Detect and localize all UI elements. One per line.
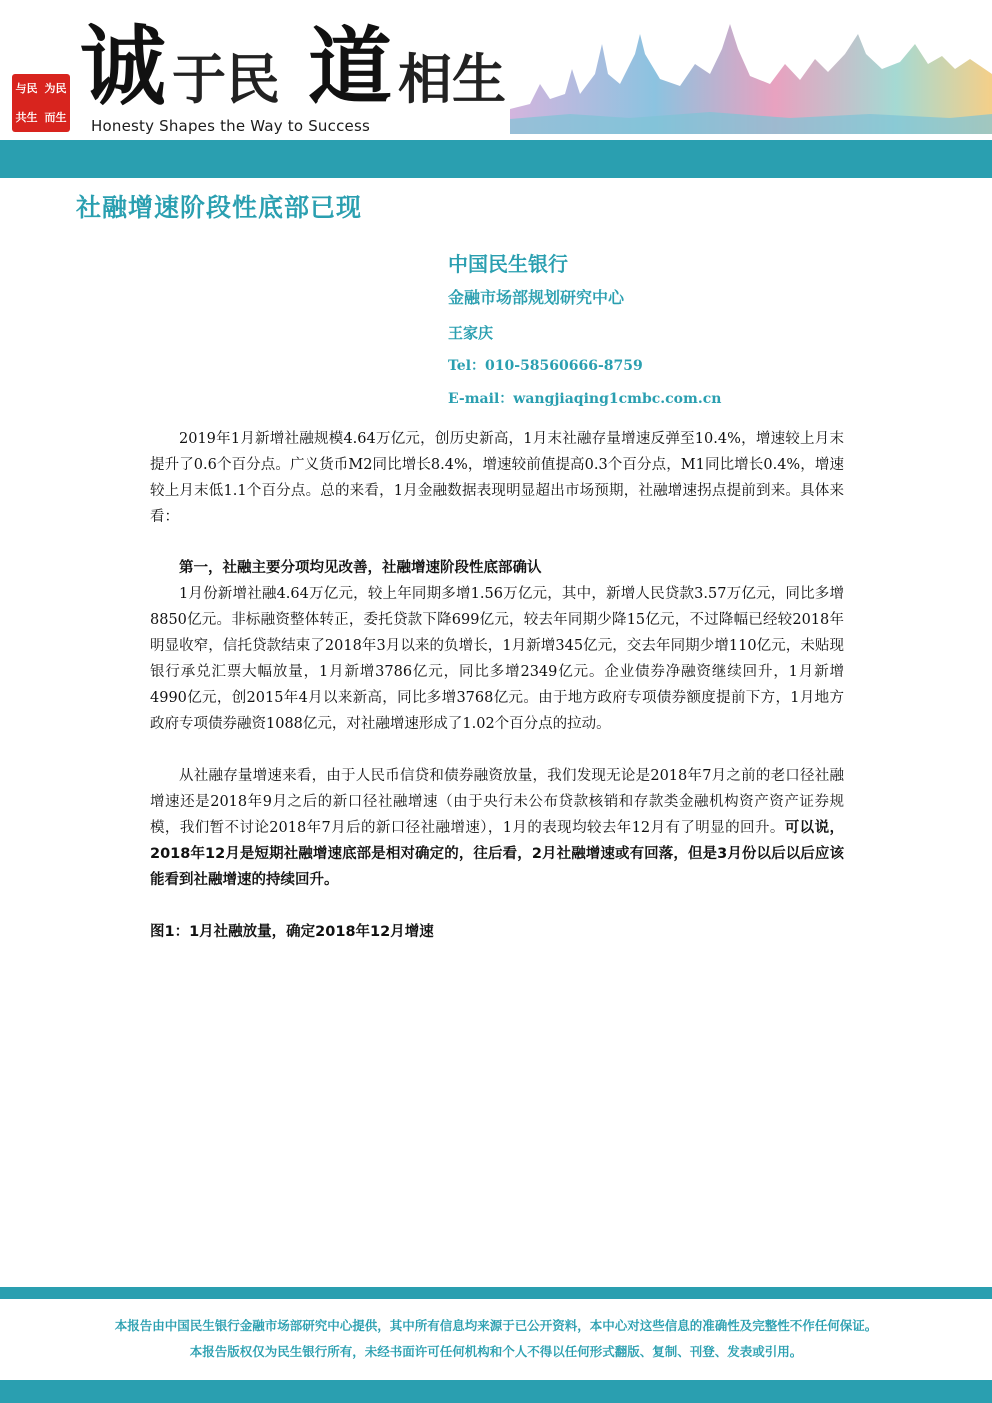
svg-text:诚: 诚 xyxy=(80,16,166,116)
author-name: 王家庆 xyxy=(448,324,494,342)
paragraph-analysis xyxy=(150,763,844,893)
paragraph-details: 1月份新增社融4.64万亿元，较上年同期多增1.56万亿元，其中，新增人民贷款3.57万亿元，同比多增8850亿元。非标融资整体转正，委托贷款下降699亿元，较去年同期少降15亿元，不过降幅已经较2018年明显收窄，信托贷款结束了2018年3月以来的负增长，1月新增345亿元，交去年同期少增110亿元，未贴现银行承兑汇票大幅放量，1月新增3786亿元，同比多增2349亿元。企业债券净融资继续回升，1月新增4990亿元，创2015年4月以来新高，同比多增3768亿元。由于地方政府专项债券额度提前下方，1月地方政府专项债券融资1088亿元，对社融增速形成了1.02个百分点的拉动。 xyxy=(150,586,844,732)
section-heading: 第一，社融主要分项均见改善，社融增速阶段性底部确认 xyxy=(179,560,542,576)
page-header xyxy=(0,0,992,180)
paragraph-analysis-conclusion: 可以说，2018年12月是短期社融增速底部是相对确定的，往后看，2月社融增速或有回落，但是3月份以后以后应该能看到社融增速的持续回升。 xyxy=(150,820,844,888)
disclaimer-line-2: 本报告版权仅为民生银行所有，未经书面许可任何机构和个人不得以任何形式翻版、复制、刊登、发表或引用。 xyxy=(189,1344,803,1359)
disclaimer-line-1: 本报告由中国民生银行金融市场部研究中心提供，其中所有信息均来源于已公开资料，本中心对这些信息的准确性及完整性不作任何保证。 xyxy=(114,1318,878,1333)
seal-char-1: 与民 xyxy=(15,81,38,95)
seal-logo xyxy=(12,74,70,132)
figure-caption: 图1：1月社融放量，确定2018年12月增速 xyxy=(150,924,434,940)
calligraphy-slogan xyxy=(80,6,520,116)
svg-text:相生: 相生 xyxy=(398,47,506,111)
seal-char-0: 为民 xyxy=(44,81,67,95)
slogan-english: Honesty Shapes the Way to Success xyxy=(91,117,370,135)
svg-text:道: 道 xyxy=(308,17,393,116)
author-phone: Tel：010-58560666-8759 xyxy=(448,358,643,374)
svg-text:于民: 于民 xyxy=(172,47,280,111)
document-title: 社融增速阶段性底部已现 xyxy=(76,193,363,222)
seal-char-3: 共生 xyxy=(15,110,38,124)
city-skyline-illustration xyxy=(510,14,992,134)
author-organization: 中国民生银行 xyxy=(448,252,568,276)
paragraph-analysis-text: 从社融存量增速来看，由于人民币信贷和债券融资放量，我们发现无论是2018年7月之前的老口径社融增速还是2018年9月之后的新口径社融增速（由于央行未公布贷款核销和存款类金融机构资产资产证券规模，我们暂不讨论2018年7月后的新口径社融增速），1月的表现均较去年12月有了明显的回升。 xyxy=(150,768,844,836)
author-department: 金融市场部规划研究中心 xyxy=(448,288,625,307)
seal-char-2: 而生 xyxy=(44,110,67,124)
footer-band-top xyxy=(0,1287,992,1299)
header-band xyxy=(0,140,992,178)
paragraph-intro: 2019年1月新增社融规模4.64万亿元，创历史新高，1月末社融存量增速反弹至10.4%，增速较上月末提升了0.6个百分点。广义货币M2同比增长8.4%，增速较前值提高0.3个百分点，M1同比增长0.4%，增速较上月末低1.1个百分点。总的来看，1月金融数据表现明显超出市场预期，社融增速拐点提前到来。具体来看： xyxy=(150,431,844,525)
footer-band-bottom xyxy=(0,1380,992,1403)
author-email: E-mail：wangjiaqing1cmbc.com.cn xyxy=(448,391,722,407)
